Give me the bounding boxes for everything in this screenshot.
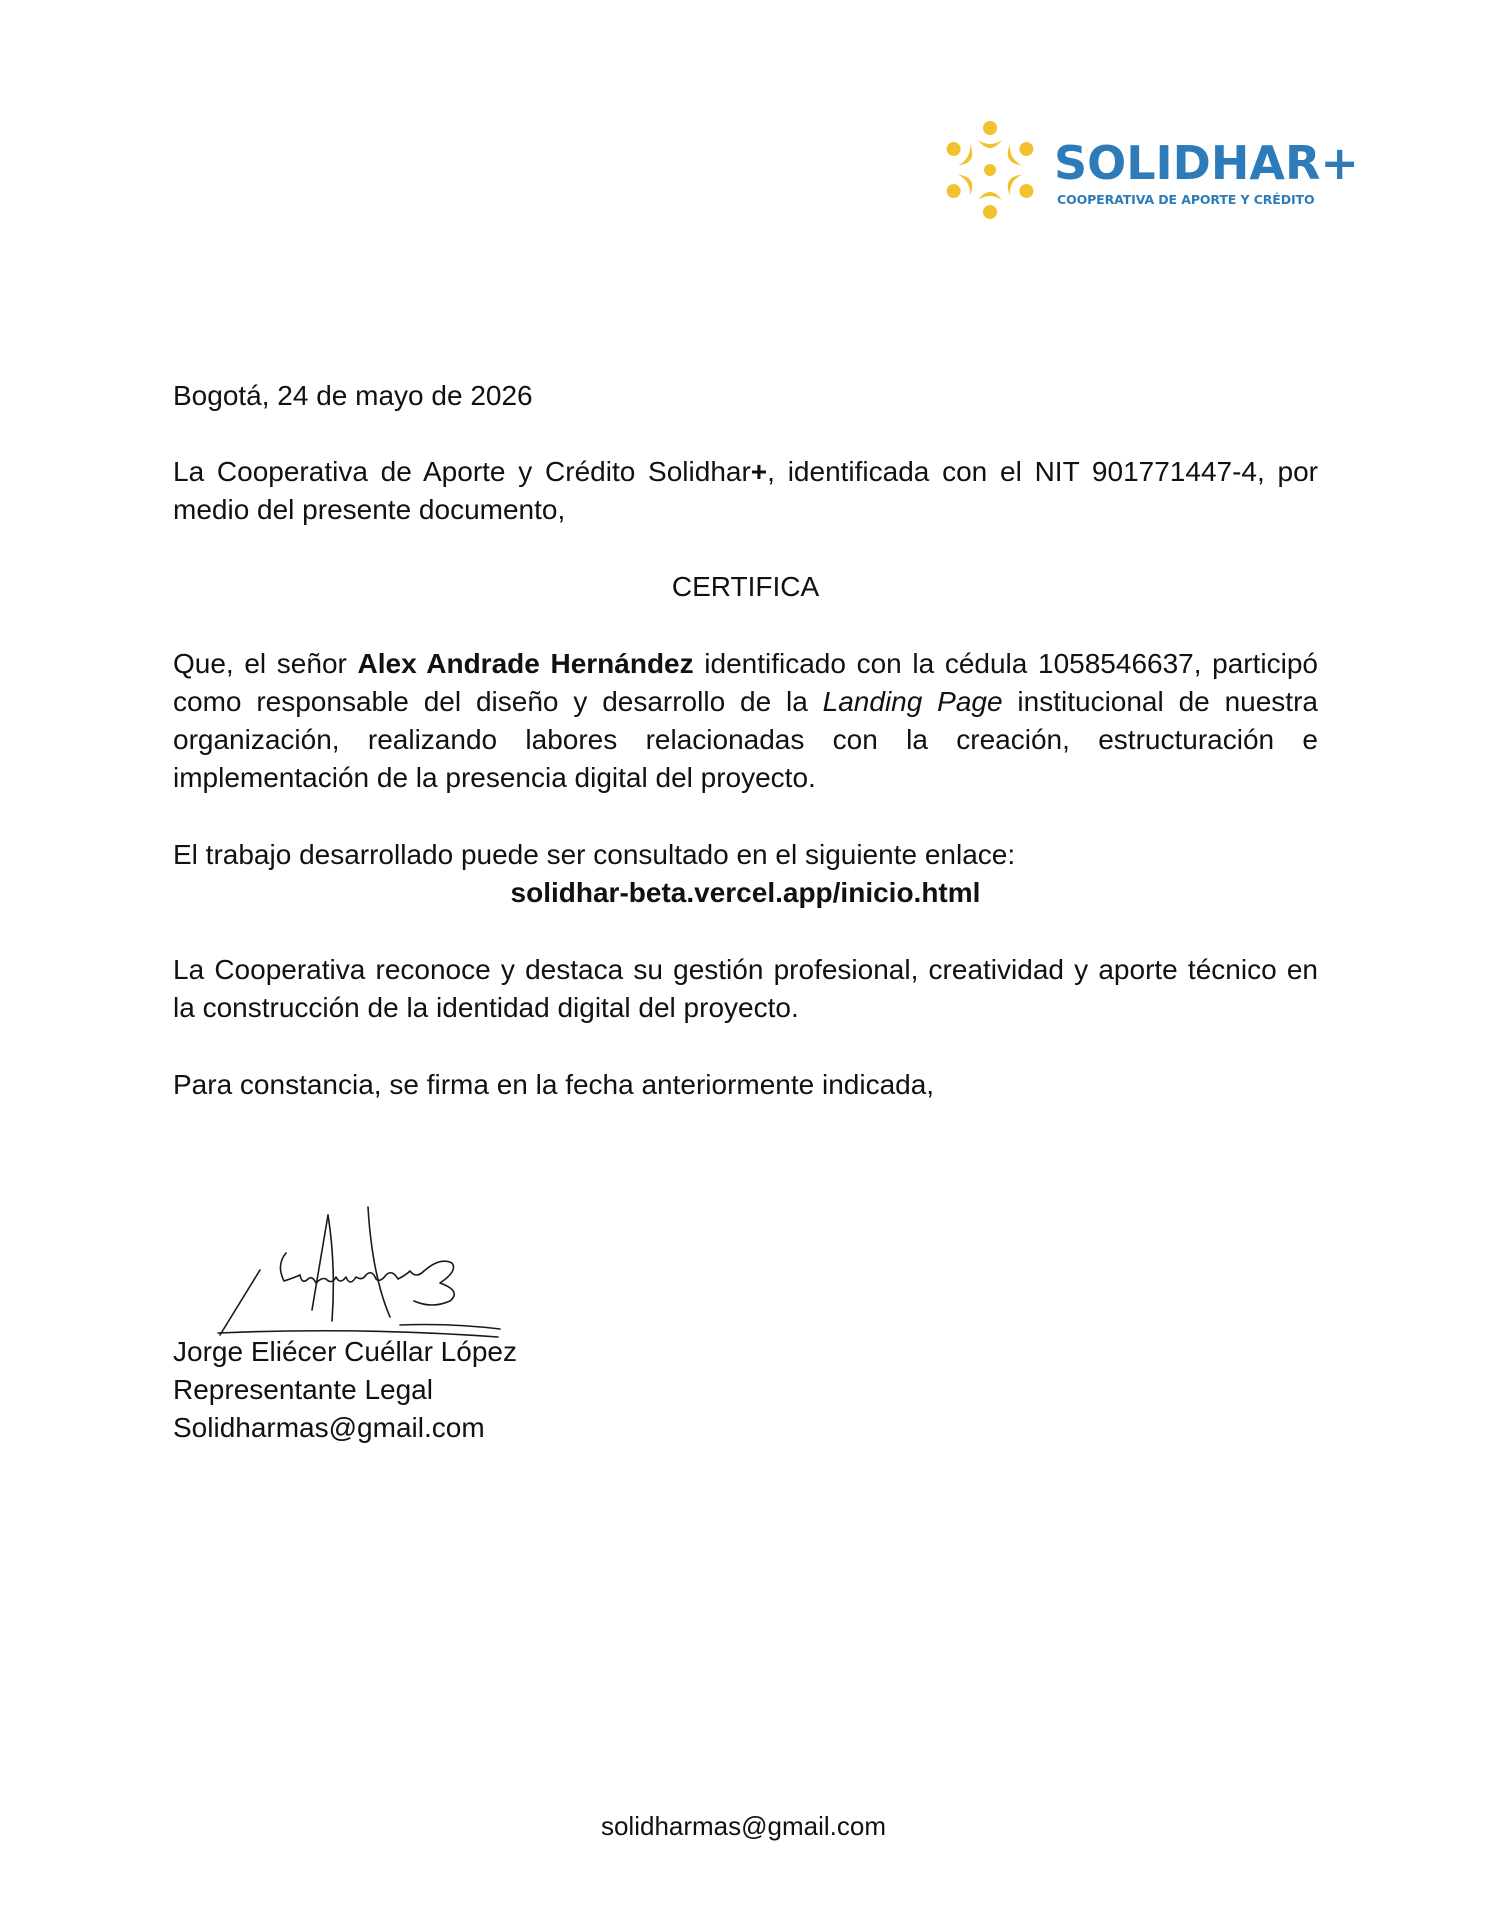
logo-name: SOLIDHAR+	[1054, 136, 1359, 190]
cooperative-logo	[932, 112, 1359, 232]
statement-tail: institucional de nuestra organización, realizando labores relacionadas con la creación, estructuración e implementación de la presencia digital del proyecto.	[173, 686, 1318, 793]
certifica-heading: CERTIFICA	[671, 571, 820, 602]
statement-lead: Que, el señor	[173, 648, 358, 679]
closing-line: Para constancia, se firma en la fecha anteriormente indicada,	[173, 1069, 935, 1100]
signer-block	[173, 1333, 517, 1447]
person-name: Alex Andrade Hernández	[357, 648, 694, 679]
certification-statement	[173, 645, 1318, 797]
logo-tagline: COOPERATIVA DE APORTE Y CRÉDITO	[1057, 192, 1315, 207]
intro-plus: +	[750, 456, 768, 487]
landing-page-term: Landing Page	[822, 686, 1003, 717]
sun-people-logo-icon	[932, 112, 1048, 228]
link-intro: El trabajo desarrollado puede ser consultado en el siguiente enlace:	[173, 839, 1016, 870]
signer-role: Representante Legal	[173, 1374, 433, 1405]
intro-text-1: La Cooperativa de Aporte y Crédito Solidhar	[173, 456, 751, 487]
signer-email[interactable]: Solidharmas@gmail.com	[173, 1412, 485, 1443]
footer-email[interactable]: solidharmas@gmail.com	[600, 1811, 887, 1841]
recognition-paragraph: La Cooperativa reconoce y destaca su gestión profesional, creatividad y aporte técnico en la construcción de la identidad digital del proyecto.	[173, 954, 1318, 1023]
handwritten-signature	[200, 1205, 520, 1345]
signer-name: Jorge Eliécer Cuéllar López	[173, 1336, 517, 1367]
letter-date: Bogotá, 24 de mayo de 2026	[173, 380, 533, 411]
intro-text-2: , identificada con el NIT 901771447-4, por medio del presente documento,	[173, 456, 1318, 525]
project-link[interactable]: solidhar-beta.vercel.app/inicio.html	[510, 877, 981, 908]
statement-mid: identificado con la cédula 1058546637, participó como responsable del diseño y desarrollo de la	[173, 648, 1318, 717]
intro-paragraph	[173, 453, 1318, 529]
